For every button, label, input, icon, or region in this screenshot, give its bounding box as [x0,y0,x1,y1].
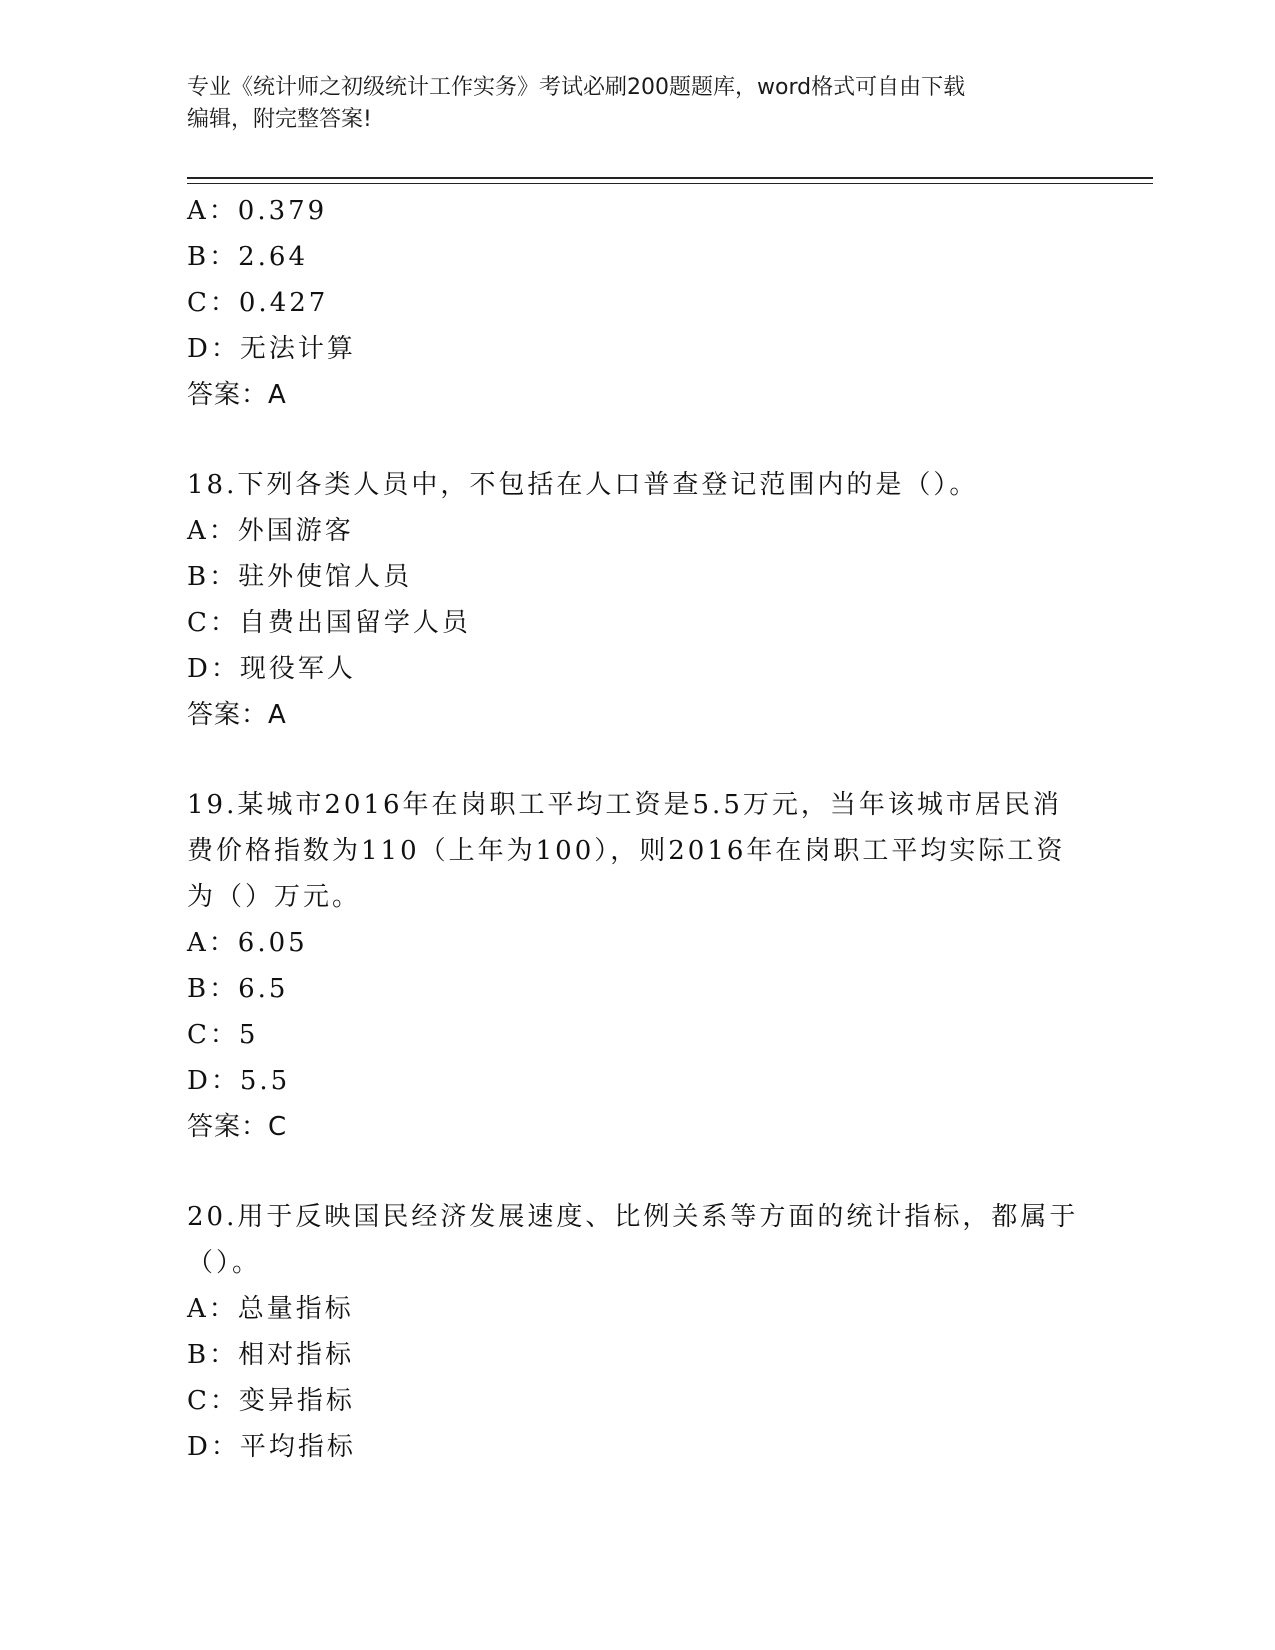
option-b: B：2.64 [187,242,308,272]
spacer [187,738,1087,782]
question-stem: 18.下列各类人员中，不包括在人口普查登记范围内的是（）。 [187,470,979,500]
option-b: B：驻外使馆人员 [187,562,413,592]
option-d: D：5.5 [187,1066,291,1096]
question-20 [187,1194,1087,1470]
option-d: D：现役军人 [187,654,356,684]
option-a: A：6.05 [187,928,308,958]
question-stem-line-1: 20.用于反映国民经济发展速度、比例关系等方面的统计指标，都属于 [187,1202,1079,1232]
question-stem-line-1: 19.某城市2016年在岗职工平均工资是5.5万元，当年该城市居民消 [187,790,1062,820]
option-b: B：6.5 [187,974,289,1004]
spacer [187,418,1087,462]
answer-line: 答案：C [187,1112,288,1142]
question-stem-line-2: （）。 [187,1248,262,1278]
option-d: D：平均指标 [187,1432,356,1462]
option-a: A：总量指标 [187,1294,354,1324]
answer-line: 答案：A [187,380,287,410]
option-c: C：5 [187,1020,259,1050]
spacer [187,1150,1087,1194]
header-line-2: 编辑，附完整答案! [187,107,372,132]
question-stem-line-3: 为（）万元。 [187,882,362,912]
question-19 [187,782,1087,1150]
option-a: A：外国游客 [187,516,354,546]
question-18 [187,462,1087,738]
option-c: C：变异指标 [187,1386,355,1416]
question-17 [187,188,1087,418]
option-c: C：0.427 [187,288,329,318]
question-stem-line-2: 费价格指数为110（上年为100），则2016年在岗职工平均实际工资 [187,836,1066,866]
option-a: A：0.379 [187,196,328,226]
header-line-1: 专业《统计师之初级统计工作实务》考试必刷200题题库，word格式可自由下载 [187,75,966,100]
document-header [187,72,1067,136]
header-rule-thick [187,177,1153,179]
option-c: C：自费出国留学人员 [187,608,471,638]
option-d: D：无法计算 [187,334,356,364]
question-list [187,188,1087,1470]
option-b: B：相对指标 [187,1340,355,1370]
answer-line: 答案：A [187,700,287,730]
header-rule-thin [187,183,1153,184]
